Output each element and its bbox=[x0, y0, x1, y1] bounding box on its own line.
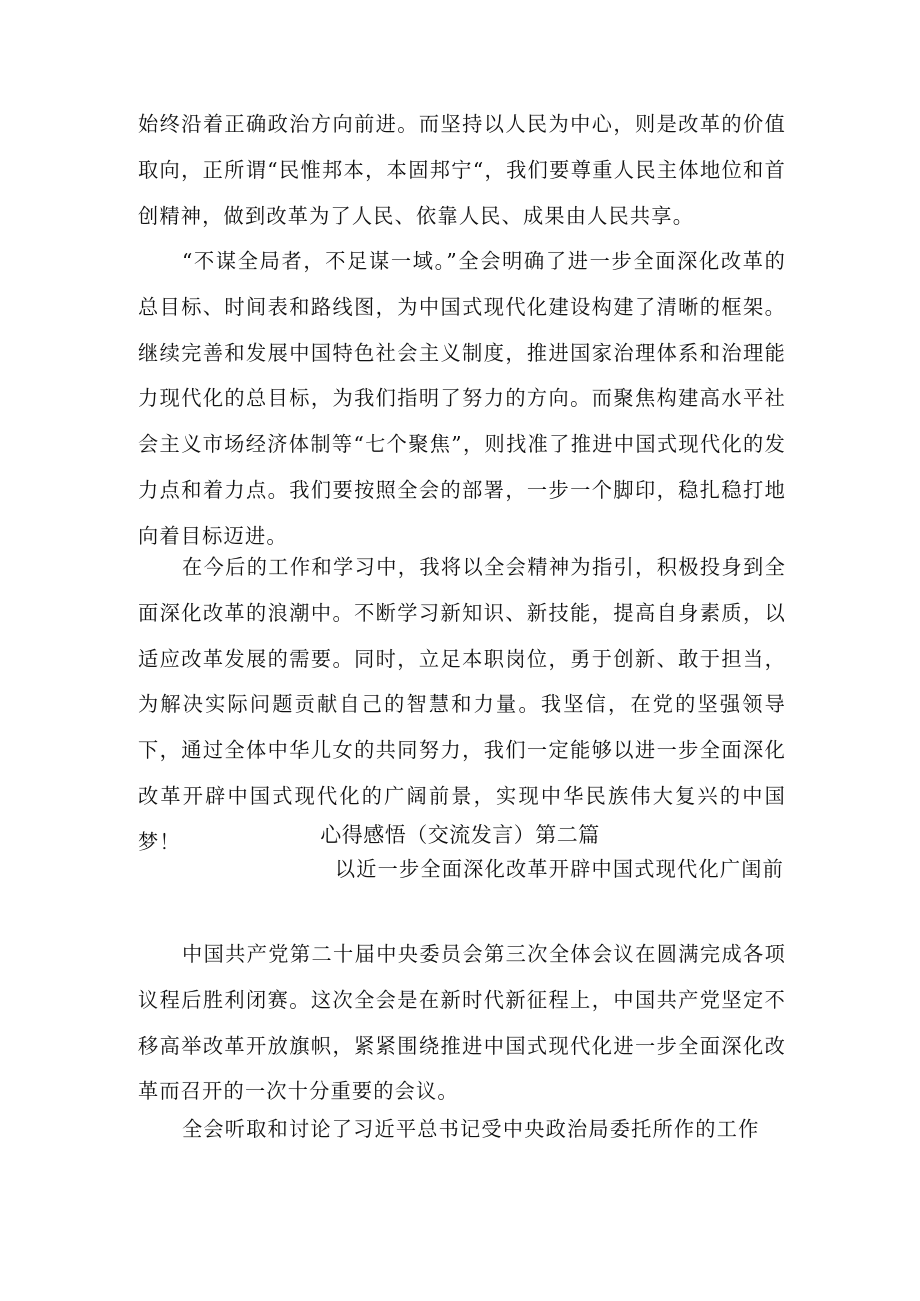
section-title: 心得感悟（交流发言）第二篇 bbox=[320, 823, 600, 847]
paragraph-plenum-intro: 中国共产党第二十届中央委员会第三次全体会议在圆满完成各项议程后胜利闭赛。这次全会是在新时代新征程上，中国共产党坚定不移高举改革开放旗帜，紧紧围绕推进中国式现代化进一步全面深化改革而召开的一次十分重要的会议。 bbox=[138, 942, 786, 1104]
paragraph-personal-commitment: 在今后的工作和学习中，我将以全会精神为指引，积极投身到全面深化改革的浪潮中。不断学习新知识、新技能，提高自身素质，以适应改革发展的需要。同时，立足本职岗位，勇于创新、敢于担当，为解决实际问题贡献自己的智慧和力量。我坚信，在党的坚强领导下，通过全体中华儿女的共同努力，我们一定能够以进一步全面深化改革开辟中国式现代化的广阔前景，实现中华民族伟大复兴的中国梦！ bbox=[138, 555, 786, 854]
paragraph-overall-plan: “不谋全局者，不足谋一域。”全会明确了进一步全面深化改革的总目标、时间表和路线图，为中国式现代化建设构建了清晰的框架。继续完善和发展中国特色社会主义制度，推进国家治理体系和治理能力现代化的总目标，为我们指明了努力的方向。而聚焦构建高水平社会主义市场经济体制等“七个聚焦”，则找准了推进中国式现代化的发力点和着力点。我们要按照全会的部署，一步一个脚印，稳扎稳打地向着目标迈进。 bbox=[138, 249, 786, 548]
section-subtitle: 以近一步全面深化改革开辟中国式现代化广闺前 bbox=[334, 857, 784, 881]
paragraph-continuation: 始终沿着正确政治方向前进。而坚持以人民为中心，则是改革的价值取向，正所谓“民惟邦本，本固邦宁“，我们要尊重人民主体地位和首创精神，做到改革为了人民、依靠人民、成果由人民共享。 bbox=[138, 112, 786, 228]
paragraph-plenum-report: 全会听取和讨论了习近平总书记受中央政治局委托所作的工作 bbox=[182, 1117, 760, 1141]
